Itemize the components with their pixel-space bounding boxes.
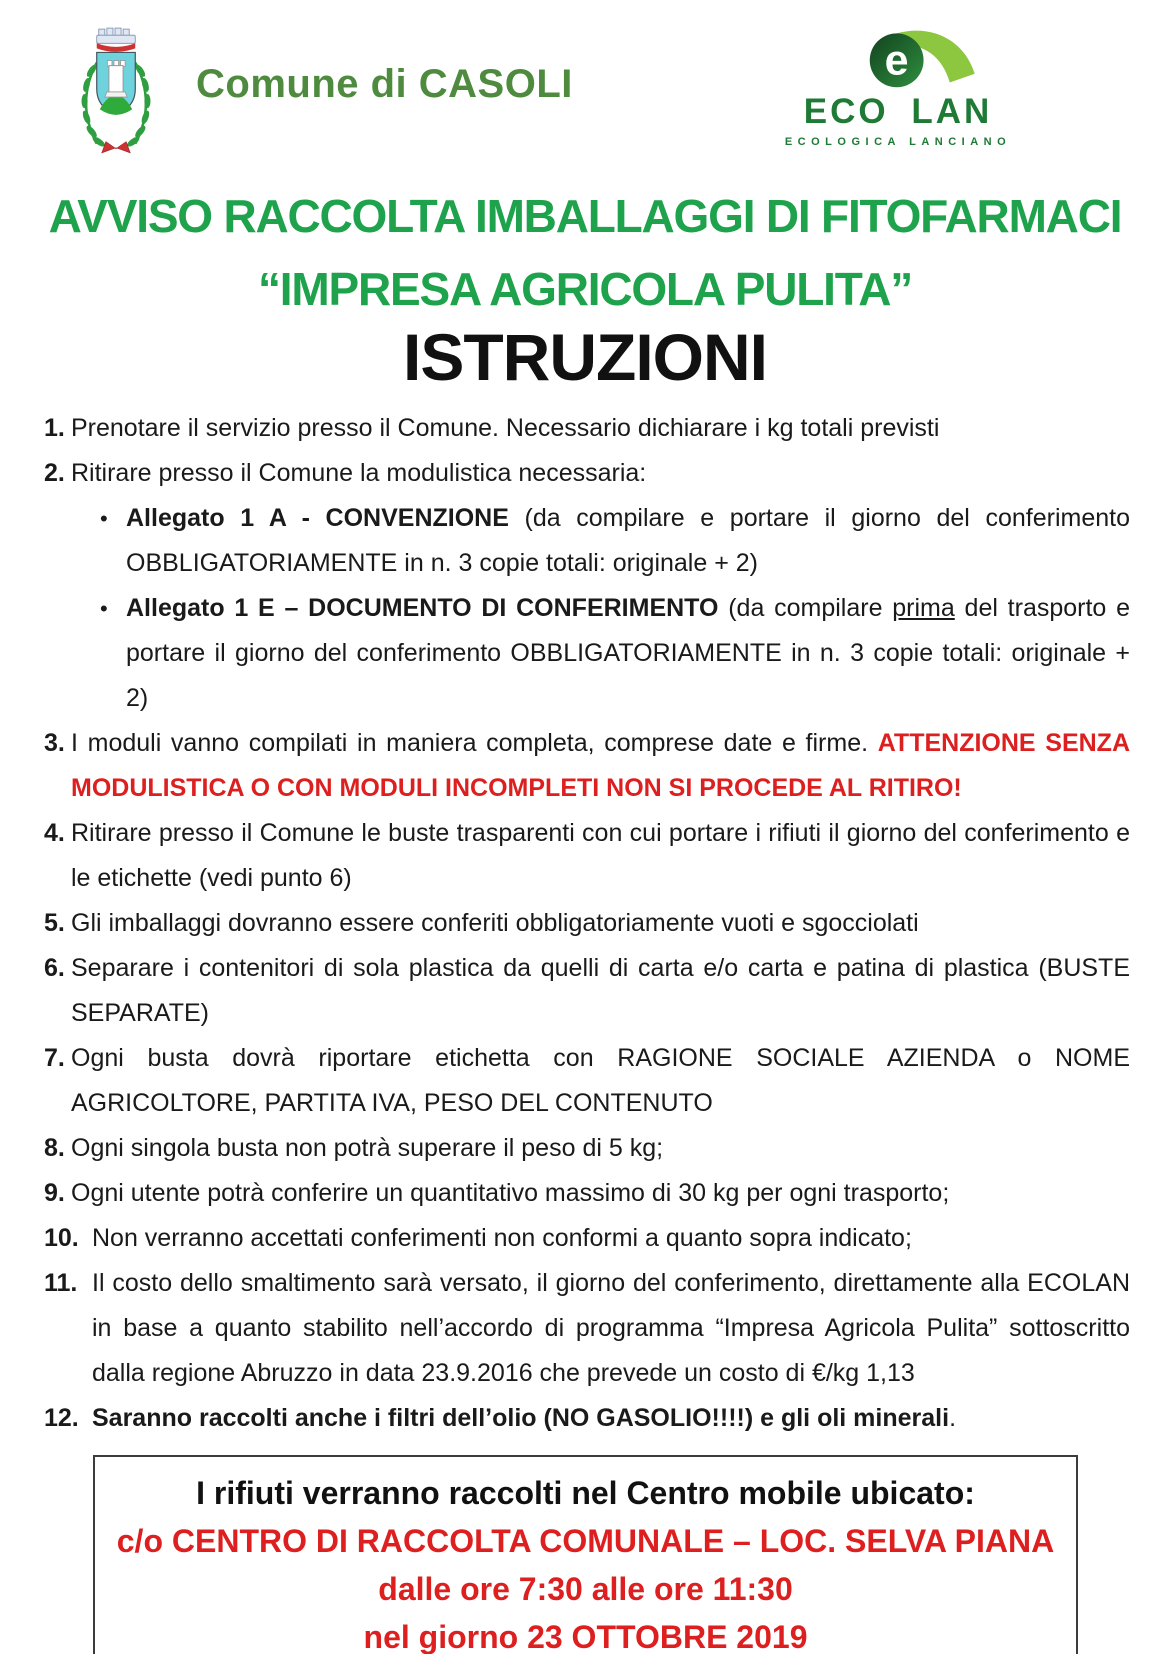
ecolan-logo bbox=[773, 24, 1023, 148]
text-segment: Prenotare il servizio presso il Comune. Necessario dichiarare i kg totali previsti bbox=[71, 414, 940, 442]
item-text bbox=[71, 451, 1130, 496]
bullet-text bbox=[126, 496, 1130, 586]
municipality-title: Comune di CASOLI bbox=[196, 62, 573, 106]
item-text bbox=[92, 1396, 1130, 1441]
text-segment: Saranno raccolti anche i filtri dell’olio (NO GASOLIO!!!!) e gli oli minerali bbox=[92, 1404, 950, 1432]
bullet-text bbox=[126, 586, 1130, 721]
item-number: 10. bbox=[44, 1224, 79, 1252]
instruction-item-9 bbox=[44, 1171, 1130, 1216]
item-text bbox=[71, 901, 1130, 946]
instructions-list bbox=[44, 406, 1130, 1441]
notice-title-line1: AVVISO RACCOLTA IMBALLAGGI DI FITOFARMACI bbox=[48, 190, 1122, 242]
text-segment: Non verranno accettati conferimenti non conformi a quanto sopra indicato; bbox=[92, 1224, 912, 1252]
text-segment: del trasporto e portare il giorno del conferimento OBBLIGATORIAMENTE in n. 3 copie totali: originale + 2) bbox=[126, 594, 1130, 712]
text-segment: Ritirare presso il Comune la modulistica necessaria: bbox=[71, 459, 647, 487]
instructions-heading: ISTRUZIONI bbox=[403, 320, 767, 394]
notice-line-4: nel giorno 23 OTTOBRE 2019 bbox=[363, 1619, 808, 1654]
instruction-item-12 bbox=[44, 1396, 1130, 1441]
instruction-item-6 bbox=[44, 946, 1130, 1036]
text-segment: Ogni utente potrà conferire un quantitativo massimo di 30 kg per ogni trasporto; bbox=[71, 1179, 950, 1207]
text-segment: Separare i contenitori di sola plastica da quelli di carta e/o carta e patina di plastica (BUSTE SEPARATE) bbox=[71, 954, 1130, 1027]
text-segment: Il costo dello smaltimento sarà versato, il giorno del conferimento, direttamente alla ECOLAN in base a quanto stabilito nell’accordo di programma “Impresa Agricola Pulita” sottoscritto dalla regione Abruzzo in data 23.9.2016 che prevede un costo di €/kg 1,13 bbox=[92, 1269, 1130, 1387]
text-segment: (da compilare bbox=[718, 594, 893, 622]
item-number: 7. bbox=[44, 1044, 65, 1072]
text-segment: Gli imballaggi dovranno essere conferiti obbligatoriamente vuoti e sgocciolati bbox=[71, 909, 919, 937]
text-segment: prima bbox=[892, 594, 955, 622]
item-number: 4. bbox=[44, 819, 65, 847]
text-segment: Allegato 1 A - CONVENZIONE bbox=[126, 504, 509, 532]
item-text bbox=[71, 721, 1130, 811]
text-segment: ATTENZIONE SENZA MODULISTICA O CON MODULI INCOMPLETI NON SI PROCEDE AL RITIRO! bbox=[71, 729, 1130, 802]
mural-crown-icon bbox=[97, 28, 136, 52]
bullet-item-1 bbox=[100, 496, 1130, 586]
collection-notice-box bbox=[93, 1455, 1078, 1654]
item-number: 3. bbox=[44, 729, 65, 757]
item-number: 2. bbox=[44, 459, 65, 487]
ecolan-wordmark: ECO LAN bbox=[803, 92, 993, 131]
ribbon bbox=[102, 142, 130, 153]
text-segment: Ogni busta dovrà riportare etichetta con RAGIONE SOCIALE AZIENDA o NOME AGRICOLTORE, PARTITA IVA, PESO DEL CONTENUTO bbox=[71, 1044, 1130, 1117]
text-segment: Allegato 1 E – DOCUMENTO DI CONFERIMENTO bbox=[126, 594, 719, 622]
item-number: 11. bbox=[44, 1269, 78, 1297]
instruction-item-3 bbox=[44, 721, 1130, 811]
instruction-item-10 bbox=[44, 1216, 1130, 1261]
item-text bbox=[71, 946, 1130, 1036]
bullet-dot-icon: • bbox=[100, 596, 108, 621]
instruction-item-1 bbox=[44, 406, 1130, 451]
item-text bbox=[71, 1171, 1130, 1216]
ecolan-leaf-swoosh-icon bbox=[808, 24, 988, 98]
ecolan-subtitle: ECOLOGICA LANCIANO bbox=[784, 136, 1012, 148]
item-text bbox=[71, 811, 1130, 901]
instruction-item-2 bbox=[44, 451, 1130, 496]
bullet-dot-icon: • bbox=[100, 506, 108, 531]
instruction-item-7 bbox=[44, 1036, 1130, 1126]
item-number: 9. bbox=[44, 1179, 65, 1207]
notice-line-2: c/o CENTRO DI RACCOLTA COMUNALE – LOC. SELVA PIANA bbox=[116, 1523, 1055, 1559]
casoli-coat-of-arms bbox=[64, 22, 168, 164]
instruction-item-4 bbox=[44, 811, 1130, 901]
item-text bbox=[92, 1216, 1130, 1261]
text-segment: . bbox=[949, 1404, 957, 1432]
e-monogram: e bbox=[884, 36, 909, 85]
bullet-item-2 bbox=[100, 586, 1130, 721]
item-text bbox=[92, 1261, 1130, 1396]
page-header bbox=[0, 0, 1170, 172]
item-number: 12. bbox=[44, 1404, 79, 1432]
notice-line-3: dalle ore 7:30 alle ore 11:30 bbox=[378, 1571, 793, 1607]
item-text bbox=[71, 1036, 1130, 1126]
item-text bbox=[71, 1126, 1130, 1171]
item-number: 6. bbox=[44, 954, 65, 982]
item-number: 1. bbox=[44, 414, 65, 442]
instruction-item-11 bbox=[44, 1261, 1130, 1396]
item-number: 5. bbox=[44, 909, 65, 937]
notice-title-line2: “IMPRESA AGRICOLA PULITA” bbox=[257, 263, 913, 315]
text-segment: I moduli vanno compilati in maniera completa, comprese date e firme. bbox=[71, 729, 878, 757]
text-segment: Ritirare presso il Comune le buste trasparenti con cui portare i rifiuti il giorno del conferimento e le etichette (vedi punto 6) bbox=[71, 819, 1130, 892]
text-segment: (da compilare e portare il giorno del conferimento OBBLIGATORIAMENTE in n. 3 copie totali: originale + 2) bbox=[126, 504, 1130, 577]
text-segment: Ogni singola busta non potrà superare il peso di 5 kg; bbox=[71, 1134, 664, 1162]
instruction-item-8 bbox=[44, 1126, 1130, 1171]
item-number: 8. bbox=[44, 1134, 65, 1162]
coat-of-arms-icon bbox=[64, 22, 168, 164]
item-text bbox=[71, 406, 1130, 451]
instruction-item-5 bbox=[44, 901, 1130, 946]
notice-line-1: I rifiuti verranno raccolti nel Centro mobile ubicato: bbox=[196, 1475, 975, 1511]
